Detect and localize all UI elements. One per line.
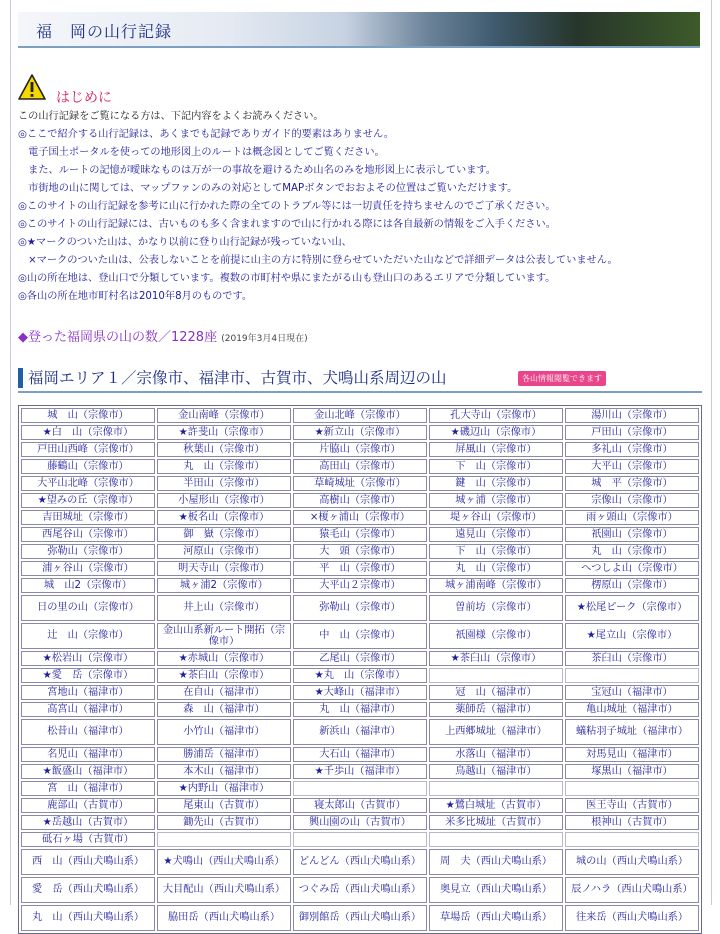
count-date: (2019年3月4日現在)	[221, 334, 308, 344]
mountain-link[interactable]: 往来岳（西山犬鳴山系）	[565, 905, 699, 931]
mountain-link[interactable]: どんどん（西山犬鳴山系）	[293, 849, 427, 875]
mountain-count	[18, 326, 308, 345]
mountain-link[interactable]: 亀山城址（福津市）	[565, 702, 699, 717]
table-row	[21, 459, 699, 474]
mountain-link[interactable]: 祇園様（宗像市）	[429, 623, 563, 649]
mountain-link[interactable]: 丸 山（福津市）	[293, 702, 427, 717]
mountain-link[interactable]: ★内野山（福津市）	[157, 781, 291, 796]
mountain-link[interactable]: 中 山（宗像市）	[293, 623, 427, 649]
mountain-link[interactable]: 寝太郎山（古賀市）	[293, 798, 427, 813]
mountain-link[interactable]: 湯川山（宗像市）	[565, 408, 699, 423]
mountain-link[interactable]: 宮地山（福津市）	[21, 685, 155, 700]
mountain-link[interactable]: 鳥越山（福津市）	[429, 764, 563, 779]
table-row	[21, 702, 699, 717]
mountain-link[interactable]: 尾東山（古賀市）	[157, 798, 291, 813]
table-row	[21, 877, 699, 903]
mountain-link[interactable]: 丸 山（宗像市）	[565, 544, 699, 559]
mountain-link[interactable]: 愛 岳（西山犬鳴山系）	[21, 877, 155, 903]
mountain-link[interactable]: 在自山（福津市）	[157, 685, 291, 700]
mountain-link[interactable]: 曽前坊（宗像市）	[429, 595, 563, 621]
mountain-link[interactable]: 新浜山（福津市）	[293, 719, 427, 745]
mountain-link[interactable]: 半田山（宗像市）	[157, 476, 291, 491]
empty-cell	[565, 668, 699, 683]
mountain-link[interactable]: 大平山北峰（宗像市）	[21, 476, 155, 491]
table-row	[21, 764, 699, 779]
mountain-link[interactable]: ★板名山（宗像市）	[157, 510, 291, 525]
mountain-link[interactable]: 金山北峰（宗像市）	[293, 408, 427, 423]
mountain-link[interactable]: 高樹山（宗像市）	[293, 493, 427, 508]
mountain-link[interactable]: 城の山（西山犬鳴山系）	[565, 849, 699, 875]
mountain-link[interactable]: 高田山（宗像市）	[293, 459, 427, 474]
mountain-link[interactable]: 鋤先山（古賀市）	[157, 815, 291, 830]
mountain-link[interactable]: ★新立山（宗像市）	[293, 425, 427, 440]
mountain-link[interactable]: 城 山2（宗像市）	[21, 578, 155, 593]
table-row	[21, 476, 699, 491]
mountain-link[interactable]: 丸 山（宗像市）	[429, 561, 563, 576]
mountain-link[interactable]: 勝浦岳（福津市）	[157, 747, 291, 762]
mountain-link[interactable]: 蟻粘羽子城址（福津市）	[565, 719, 699, 745]
mountain-link[interactable]: 松昔山（福津市）	[21, 719, 155, 745]
intro-line: この山行記録をご覧になる方は、下記内容をよくお読みください。	[18, 111, 324, 122]
mountain-link[interactable]: 宮 山（福津市）	[21, 781, 155, 796]
mountain-link[interactable]: 冠 山（福津市）	[429, 685, 563, 700]
intro-line: ×マークのついた山は、公表しないことを前提に山主の方に特別に登らせていただいた山などで詳細データは公表していません。	[18, 255, 618, 266]
mountain-link[interactable]: 鹿部山（古賀市）	[21, 798, 155, 813]
mountain-link[interactable]: ★尾立山（宗像市）	[565, 623, 699, 649]
empty-cell	[157, 832, 291, 847]
mountain-link[interactable]: ★茶臼山（宗像市）	[157, 668, 291, 683]
mountain-link[interactable]: 辻 山（宗像市）	[21, 623, 155, 649]
mountain-link[interactable]: ×榎ヶ浦山（宗像市）	[293, 510, 427, 525]
table-row	[21, 578, 699, 593]
mountain-link[interactable]: ★愛 岳（宗像市）	[21, 668, 155, 683]
mountain-link[interactable]: 奥見立（西山犬鳴山系）	[429, 877, 563, 903]
mountain-link[interactable]: 大目配山（西山犬鳴山系）	[157, 877, 291, 903]
mountain-link[interactable]: 秋葉山（宗像市）	[157, 442, 291, 457]
mountain-link[interactable]: ★大峰山（福津市）	[293, 685, 427, 700]
mountain-link[interactable]: 城 山（宗像市）	[21, 408, 155, 423]
mountain-link[interactable]: ★飯盛山（福津市）	[21, 764, 155, 779]
mountain-link[interactable]: つぐみ岳（西山犬鳴山系）	[293, 877, 427, 903]
table-row	[21, 623, 699, 649]
table-row	[21, 493, 699, 508]
warning-icon	[18, 74, 46, 100]
table-row	[21, 651, 699, 666]
table-row	[21, 781, 699, 796]
table-row	[21, 527, 699, 542]
mountain-link[interactable]: 平 山（宗像市）	[293, 561, 427, 576]
mountain-link[interactable]: 藤鶴山（宗像市）	[21, 459, 155, 474]
mountain-link[interactable]: 上西郷城址（福津市）	[429, 719, 563, 745]
mountain-link[interactable]: 下 山（宗像市）	[429, 544, 563, 559]
mountain-link[interactable]: 本木山（福津市）	[157, 764, 291, 779]
table-row	[21, 544, 699, 559]
mountain-link[interactable]: 西 山（西山犬鳴山系）	[21, 849, 155, 875]
mountain-link[interactable]: 戸田山西峰（宗像市）	[21, 442, 155, 457]
intro-line: ◎ここで紹介する山行記録は、あくまでも記録でありガイド的要素はありません。	[18, 129, 394, 140]
mountain-link[interactable]: 水落山（福津市）	[429, 747, 563, 762]
mountain-link[interactable]: 脇田岳（西山犬鳴山系）	[157, 905, 291, 931]
mountain-link[interactable]: 森 山（福津市）	[157, 702, 291, 717]
mountain-link[interactable]: 名児山（福津市）	[21, 747, 155, 762]
mountain-link[interactable]: 日の里の山（宗像市）	[21, 595, 155, 621]
mountain-link[interactable]: 孔大寺山（宗像市）	[429, 408, 563, 423]
info-badge[interactable]: 各山情報閲覧できます	[518, 371, 606, 386]
mountain-link[interactable]: 浦ヶ谷山（宗像市）	[21, 561, 155, 576]
mountain-link[interactable]: 興山園の山（古賀市）	[293, 815, 427, 830]
mountain-link[interactable]: 周 夫（西山犬鳴山系）	[429, 849, 563, 875]
mountain-link[interactable]: ★許斐山（宗像市）	[157, 425, 291, 440]
mountain-link[interactable]: 城ヶ浦南峰（宗像市）	[429, 578, 563, 593]
mountain-link[interactable]: 大平山２宗像市）	[293, 578, 427, 593]
section-marker	[18, 368, 23, 388]
table-row	[21, 798, 699, 813]
mountain-table	[18, 405, 702, 934]
mountain-link[interactable]: 草崎城址（宗像市）	[293, 476, 427, 491]
table-row	[21, 719, 699, 745]
mountain-link[interactable]: ★茶臼山（宗像市）	[429, 651, 563, 666]
empty-cell	[565, 781, 699, 796]
empty-cell	[429, 781, 563, 796]
intro-line: また、ルートの記憶が曖昧なものは万が一の事故を避けるため山名のみを地形図上に表示しています。	[18, 165, 496, 176]
mountain-link[interactable]: 乙尾山（宗像市）	[293, 651, 427, 666]
mountain-link[interactable]: 根神山（古賀市）	[565, 815, 699, 830]
mountain-link[interactable]: 堤ヶ谷山（宗像市）	[429, 510, 563, 525]
intro-line: ◎★マークのついた山は、かなり以前に登り山行記録が残っていない山、	[18, 237, 352, 248]
table-row	[21, 747, 699, 762]
mountain-link[interactable]: 楞原山（宗像市）	[565, 578, 699, 593]
mountain-link[interactable]: 弥勒山（宗像市）	[21, 544, 155, 559]
mountain-link[interactable]: 片脇山（宗像市）	[293, 442, 427, 457]
mountain-link[interactable]: ★望みの丘（宗像市）	[21, 493, 155, 508]
mountain-link[interactable]: ★松尾ピーク（宗像市）	[565, 595, 699, 621]
mountain-link[interactable]: 金山山系新ルート開拓（宗像市）	[157, 623, 291, 649]
mountain-link[interactable]: 御別館岳（西山犬鳴山系）	[293, 905, 427, 931]
table-row	[21, 408, 699, 423]
section-title: 福岡エリア１／宗像市、福津市、古賀市、犬鳴山系周辺の山	[28, 369, 447, 387]
table-row	[21, 595, 699, 621]
table-row	[21, 668, 699, 683]
mountain-count-text: ◆登った福岡県の山の数／1228座	[18, 330, 218, 345]
table-row	[21, 905, 699, 931]
intro-line: ◎各山の所在地市町村名は2010年8月のものです。	[18, 291, 253, 302]
table-row	[21, 561, 699, 576]
section-divider	[18, 391, 702, 393]
mountain-link[interactable]: 医王寺山（古賀市）	[565, 798, 699, 813]
mountain-link[interactable]: 城ヶ浦（宗像市）	[429, 493, 563, 508]
table-row	[21, 442, 699, 457]
mountain-link[interactable]: 遠見山（宗像市）	[429, 527, 563, 542]
mountain-link[interactable]: ★岳越山（古賀市）	[21, 815, 155, 830]
mountain-link[interactable]: 戸田山（宗像市）	[565, 425, 699, 440]
table-row	[21, 832, 699, 847]
intro-line: ◎山の所在地は、登山口で分類しています。複数の市町村や県にまたがる山も登山口のあるエリアで分類しています。	[18, 273, 556, 284]
mountain-link[interactable]: 辰ノハラ（西山犬鳴山系）	[565, 877, 699, 903]
intro-line: 市街地の山に関しては、マップファンのみの対応としてMAPボタンでおおよその位置はご覧いただけます。	[18, 183, 518, 194]
empty-cell	[293, 832, 427, 847]
mountain-link[interactable]: 丸 山（西山犬鳴山系）	[21, 905, 155, 931]
empty-cell	[293, 781, 427, 796]
page-banner	[18, 12, 700, 48]
empty-cell	[429, 832, 563, 847]
mountain-link[interactable]: ★磯辺山（宗像市）	[429, 425, 563, 440]
mountain-link[interactable]: ★犬鳴山（西山犬鳴山系）	[157, 849, 291, 875]
mountain-link[interactable]: 猿毛山（宗像市）	[293, 527, 427, 542]
mountain-link[interactable]: 草場岳（西山犬鳴山系）	[429, 905, 563, 931]
mountain-link[interactable]: 弥勒山（宗像市）	[293, 595, 427, 621]
mountain-link[interactable]: ★赤城山（宗像市）	[157, 651, 291, 666]
mountain-link[interactable]: 高宮山（福津市）	[21, 702, 155, 717]
mountain-link[interactable]: 吉田城址（宗像市）	[21, 510, 155, 525]
mountain-link[interactable]: ★鷺白城址（古賀市）	[429, 798, 563, 813]
mountain-link[interactable]: へつしよ山（宗像市）	[565, 561, 699, 576]
mountain-link[interactable]: 宗像山（宗像市）	[565, 493, 699, 508]
mountain-link[interactable]: ★松岩山（宗像市）	[21, 651, 155, 666]
intro-line: ◎このサイトの山行記録には、古いものも多く含まれますので山に行かれる際には各自最新の情報をご入手ください。	[18, 219, 556, 230]
mountain-link[interactable]: 塚黒山（福津市）	[565, 764, 699, 779]
mountain-link[interactable]: 金山南峰（宗像市）	[157, 408, 291, 423]
mountain-link[interactable]: 宝冠山（福津市）	[565, 685, 699, 700]
page-title: 福 岡の山行記録	[36, 22, 173, 41]
empty-cell	[565, 832, 699, 847]
mountain-link[interactable]: 城 平（宗像市）	[565, 476, 699, 491]
mountain-link[interactable]: 鍵 山（宗像市）	[429, 476, 563, 491]
mountain-link[interactable]: 小屋形山（宗像市）	[157, 493, 291, 508]
intro-text	[18, 108, 708, 306]
mountain-link[interactable]: 米多比城址（古賀市）	[429, 815, 563, 830]
mountain-link[interactable]: 屏風山（宗像市）	[429, 442, 563, 457]
intro-line: ◎このサイトの山行記録を参考に山に行かれた際の全てのトラブル等には一切責任を持ちませんのでご了承ください。	[18, 201, 556, 212]
mountain-link[interactable]: 河原山（宗像市）	[157, 544, 291, 559]
mountain-link[interactable]: 対馬見山（福津市）	[565, 747, 699, 762]
mountain-link[interactable]: 雨ヶ頭山（宗像市）	[565, 510, 699, 525]
intro-line: 電子国土ポータルを使っての地形図上のルートは概念図としてご覧ください。	[18, 147, 385, 158]
mountain-link[interactable]: 砥石ヶ場（古賀市）	[21, 832, 155, 847]
empty-cell	[429, 668, 563, 683]
mountain-link[interactable]: 多礼山（宗像市）	[565, 442, 699, 457]
mountain-link[interactable]: ★丸 山（宗像市）	[293, 668, 427, 683]
mountain-link[interactable]: 薬師岳（福津市）	[429, 702, 563, 717]
table-row	[21, 685, 699, 700]
table-row	[21, 815, 699, 830]
mountain-link[interactable]: 丸 山（宗像市）	[157, 459, 291, 474]
mountain-link[interactable]: 御 嶽（宗像市）	[157, 527, 291, 542]
mountain-link[interactable]: 大石山（福津市）	[293, 747, 427, 762]
mountain-link[interactable]: 城ヶ浦2（宗像市）	[157, 578, 291, 593]
intro-heading: はじめに	[56, 90, 112, 106]
mountain-link[interactable]: 西尾谷山（宗像市）	[21, 527, 155, 542]
mountain-link[interactable]: 小竹山（福津市）	[157, 719, 291, 745]
table-row	[21, 849, 699, 875]
mountain-link[interactable]: 下 山（宗像市）	[429, 459, 563, 474]
mountain-link[interactable]: 大平山（宗像市）	[565, 459, 699, 474]
table-row	[21, 510, 699, 525]
mountain-link[interactable]: ★千歩山（福津市）	[293, 764, 427, 779]
mountain-link[interactable]: 大 頭（宗像市）	[293, 544, 427, 559]
mountain-link[interactable]: 祇園山（宗像市）	[565, 527, 699, 542]
table-row	[21, 425, 699, 440]
mountain-link[interactable]: ★白 山（宗像市）	[21, 425, 155, 440]
mountain-link[interactable]: 茶臼山（宗像市）	[565, 651, 699, 666]
mountain-link[interactable]: 井上山（宗像市）	[157, 595, 291, 621]
mountain-link[interactable]: 明天寺山（宗像市）	[157, 561, 291, 576]
